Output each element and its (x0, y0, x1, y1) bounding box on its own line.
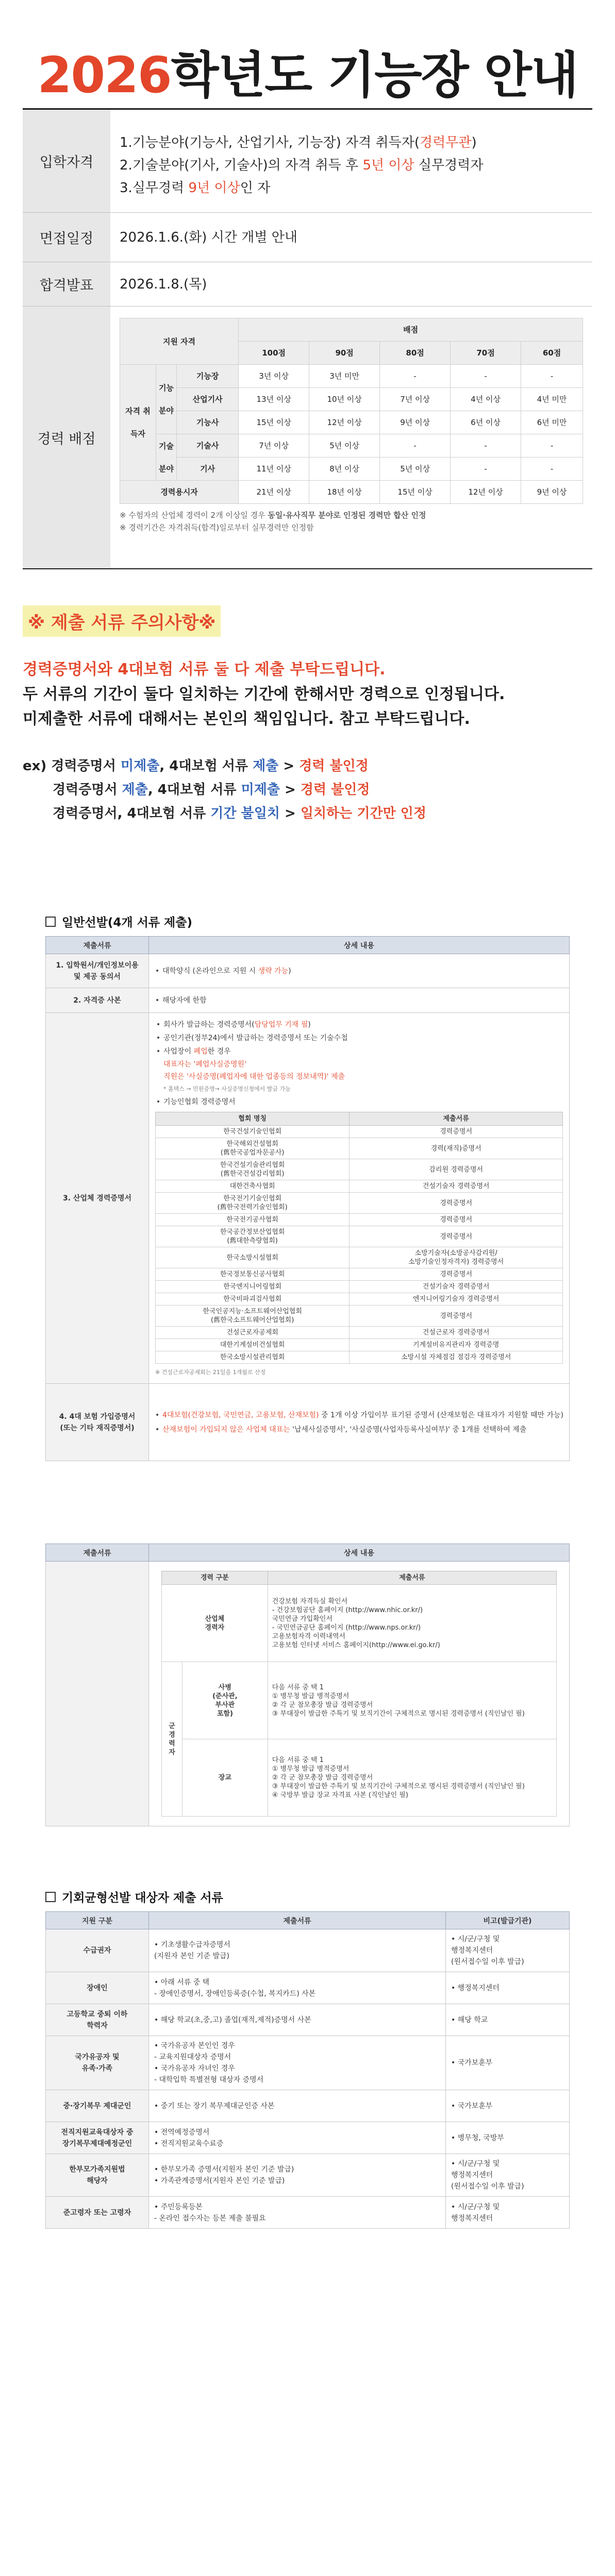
association-doc: 엔지니어링기술자 경력증명서 (350, 1293, 563, 1306)
association-row (156, 1281, 563, 1293)
career-row-name: 기사 (177, 457, 239, 481)
association-row (156, 1138, 563, 1159)
career-row-name: 기능사 (177, 411, 239, 434)
balanced-row (46, 1929, 570, 1972)
caution-body (23, 657, 592, 732)
association-name: 대한기계설비건설협회 (156, 1339, 350, 1351)
balanced-kind: 한부모가족지원법 해당자 (46, 2154, 149, 2197)
association-doc: 소방시설 자체점검 점검자 경력증명서 (350, 1351, 563, 1364)
career-cell: - (451, 434, 521, 457)
career-cell: 10년 이상 (309, 388, 380, 411)
association-name: 건설근로자공제회 (156, 1327, 350, 1339)
kind-head: 경력 구분 (162, 1571, 268, 1585)
association-row (156, 1214, 563, 1226)
qual-group-label: 자격 취득자 (120, 365, 156, 481)
association-doc: 건설기술자 경력증명서 (350, 1281, 563, 1293)
career-cell: 13년 이상 (239, 388, 309, 411)
submission-caution (23, 605, 592, 825)
association-name: 한국건설기술관리협회 (舊한국건설감리협회) (156, 1159, 350, 1180)
balanced-doc-table (45, 1911, 570, 2229)
association-row (156, 1193, 563, 1214)
admission-info-table (23, 108, 592, 569)
score-col: 100점 (239, 342, 309, 365)
general-doc-table (45, 936, 570, 1461)
association-name: 한국공간정보산업협회 (舊대한측량협회) (156, 1226, 350, 1247)
row-detail (149, 1562, 570, 1826)
industry-docs: 건강보험 자격득실 확인서 - 건강보험공단 홈페이지 (http://www.nhic.or.kr/) 국민연금 가입확인서 - 국민연금공단 홈페이지 (http://www.nps.or.kr/) 고용보험자격 이력내역서 고용보험 인터넷 서비스 홈페이지(http://www.ei.go.kr/) (268, 1585, 556, 1662)
career-row-name: 기능장 (177, 365, 239, 388)
career-cell: 7년 이상 (239, 434, 309, 457)
balanced-doc: • 국가유공자 본인인 경우 - 교육지원대상자 증명서 • 국가유공자 자녀인 경우 - 대학입학 특별전형 대상자 증명서 (149, 2036, 446, 2090)
col-head-doc: 제출서류 (46, 1544, 149, 1562)
career-cell: 21년 이상 (239, 481, 309, 504)
association-doc: 경력증명서 (350, 1226, 563, 1247)
association-doc: 건설기술자 경력증명서 (350, 1180, 563, 1193)
caution-title: ※ 제출 서류 주의사항※ (23, 605, 221, 637)
general-title: 일반선발(4개 서류 제출) (45, 913, 570, 930)
balanced-doc: • 전역예정증명서 • 전직지원교육수료증 (149, 2122, 446, 2154)
enlisted-docs: 다음 서류 중 택 1 ① 병무청 발급 병적증명서 ② 각 군 참모총장 발급 경력증명서 ③ 부대장이 발급한 주특기 및 보직기간이 구체적으로 명시된 경력증명서 (직인날인 필) (268, 1662, 556, 1739)
caution-line-1: 경력증명서와 4대보험 서류 둘 다 제출 부탁드립니다. (23, 660, 386, 679)
row-label-empty (46, 1562, 149, 1826)
general-row-4 (46, 1384, 570, 1461)
balanced-note: • 병무청, 국방부 (446, 2122, 570, 2154)
association-name: 한국전기기술인협회 (舊한국전력기술인협회) (156, 1193, 350, 1214)
association-row (156, 1126, 563, 1138)
association-name: 한국소방시설협회 (156, 1247, 350, 1268)
association-doc: 경력증명서 (350, 1126, 563, 1138)
col-head-doc: 제출서류 (149, 1912, 446, 1929)
interview-row (23, 213, 592, 262)
eligibility-item-2: 2.기술분야(기사, 기술사)의 자격 취득 후 5년 이상 실무경력자 (120, 158, 484, 173)
association-name: 한국비파괴검사협회 (156, 1293, 350, 1306)
career-cell: 7년 이상 (380, 388, 451, 411)
enlisted-label: 사병 (준사관, 부사관 포함) (182, 1662, 268, 1739)
career-cell: 6년 미만 (521, 411, 583, 434)
assoc-head-doc: 제출서류 (350, 1112, 563, 1126)
career-row-name: 경력용시자 (120, 481, 239, 504)
score-col: 90점 (309, 342, 380, 365)
balanced-kind: 고등학교 중퇴 이하 학력자 (46, 2004, 149, 2036)
announcement-value: 2026.1.8.(목) (120, 276, 207, 292)
eligibility-content (110, 110, 592, 212)
announcement-label: 합격발표 (23, 262, 110, 306)
career-cell: 8년 이상 (309, 457, 380, 481)
balanced-kind: 수급권자 (46, 1929, 149, 1972)
career-head-qual: 지원 자격 (120, 318, 239, 365)
checkbox-icon (45, 917, 56, 927)
announcement-row (23, 262, 592, 307)
balanced-row (46, 2122, 570, 2154)
career-row-1 (120, 388, 583, 411)
career-row-3 (120, 434, 583, 457)
association-name: 대한건축사협회 (156, 1180, 350, 1193)
association-name: 한국전기공사협회 (156, 1214, 350, 1226)
eligibility-label: 입학자격 (23, 110, 110, 212)
balanced-note: • 행정복지센터 (446, 1972, 570, 2004)
career-cell: - (380, 434, 451, 457)
officer-docs: 다음 서류 중 택 1 ① 병무청 발급 병적증명서 ② 각 군 참모총장 발급 경력증명서 ③ 부대장이 발급한 주특기 및 보직기간이 구체적으로 명시된 경력증명서 (직인날인 필) ④ 국방부 발급 장교 자격표 사본 (직인날인 필) (268, 1739, 556, 1817)
score-col: 70점 (451, 342, 521, 365)
career-note-2: ※ 경력기간은 자격취득(합격)일로부터 실무경력만 인정함 (120, 523, 314, 532)
association-doc: 경력증명서 (350, 1268, 563, 1281)
career-label: 경력 배점 (23, 307, 110, 568)
balanced-kind: 전직지원교육대상자 중 장기복무제대예정군인 (46, 2122, 149, 2154)
col-head-doc: 제출서류 (46, 937, 149, 954)
eligibility-row (23, 110, 592, 213)
balanced-kind: 중·장기복무 제대군인 (46, 2090, 149, 2122)
career-cell: 5년 이상 (309, 434, 380, 457)
career-cell: - (451, 457, 521, 481)
association-row (156, 1293, 563, 1306)
association-name: 한국해외건설협회 (舊한국공업자문공사) (156, 1138, 350, 1159)
balanced-row (46, 1972, 570, 2004)
balanced-row (46, 2090, 570, 2122)
score-col: 80점 (380, 342, 451, 365)
career-row-nonqual (120, 481, 583, 504)
association-name: 한국소방시설관리협회 (156, 1351, 350, 1364)
caution-examples (23, 754, 592, 825)
caution-line-2: 두 서류의 기간이 둘다 일치하는 기간에 한해서만 경력으로 인정됩니다. (23, 685, 505, 703)
general-row-1 (46, 954, 570, 988)
closure-note: * 홈택스 → 민원증명→ 사실증명신청에서 발급 가능 (163, 1086, 291, 1092)
col-head-kind: 지원 구분 (46, 1912, 149, 1929)
career-cell: 4년 이상 (451, 388, 521, 411)
association-row (156, 1351, 563, 1364)
row-detail: • 대학양식 (온라인으로 지원 시 생략 가능) (149, 954, 570, 988)
general-section (45, 913, 570, 1461)
career-cell: 15년 이상 (380, 481, 451, 504)
score-col: 60점 (521, 342, 583, 365)
balanced-title: 기회균형선발 대상자 제출 서류 (45, 1888, 570, 1905)
association-name: 한국인공지능·소프트웨어산업협회 (舊한국소프트웨어산업협회) (156, 1306, 350, 1327)
page-title (0, 0, 615, 108)
association-table (155, 1112, 563, 1364)
career-cell: - (521, 365, 583, 388)
career-note-1: ※ 수험자의 산업체 경력이 2개 이상일 경우 동일·유사직무 분야로 인정된 경력만 합산 인정 (120, 511, 426, 520)
career-head-score: 배점 (239, 318, 583, 342)
interview-label: 면접일정 (23, 213, 110, 262)
general-row-2 (46, 988, 570, 1013)
func-field-label: 기능 분야 (156, 365, 177, 434)
general-row-3 (46, 1013, 570, 1384)
balanced-doc: • 한부모가족 증명서(지원자 본인 기준 발급) • 가족관계증명서(지원자 본인 기준 발급) (149, 2154, 446, 2197)
col-head-detail: 상세 내용 (149, 937, 570, 954)
sub-head: 제출서류 (268, 1571, 556, 1585)
balanced-section (45, 1888, 570, 2229)
association-doc: 소방기술자(소방공사감리원/ 소방기술인정자격자) 경력증명서 (350, 1247, 563, 1268)
association-row (156, 1180, 563, 1193)
association-note: ※ 건설근로자공제회는 21일을 1개월로 산정 (155, 1369, 266, 1376)
balanced-kind: 장애인 (46, 1972, 149, 2004)
career-cell: 9년 이상 (521, 481, 583, 504)
officer-label: 장교 (182, 1739, 268, 1817)
row-detail: • 해당자에 한함 (149, 988, 570, 1013)
career-cell: 12년 이상 (309, 411, 380, 434)
example-1: ex) 경력증명서 미제출, 4대보험 서류 제출 > 경력 불인정 (23, 758, 369, 774)
balanced-doc: • 아래 서류 중 택 - 장애인증명서, 장애인등록증(수첩, 복지카드) 사본 (149, 1972, 446, 2004)
association-doc: 건설근로자 경력증명서 (350, 1327, 563, 1339)
balanced-note: • 시/군/구청 및 행정복지센터 (원서접수일 이후 발급) (446, 1929, 570, 1972)
association-row (156, 1339, 563, 1351)
association-row (156, 1226, 563, 1247)
association-row (156, 1268, 563, 1281)
interview-value: 2026.1.6.(화) 시간 개별 안내 (120, 229, 297, 245)
assoc-head-name: 협회 명칭 (156, 1112, 350, 1126)
career-row-0 (120, 365, 583, 388)
industry-label: 산업체 경력자 (162, 1585, 268, 1662)
career-cell: 6년 이상 (451, 411, 521, 434)
row-label: 2. 자격증 사본 (46, 988, 149, 1013)
balanced-note: • 국가보훈부 (446, 2036, 570, 2090)
example-2: 경력증명서 제출, 4대보험 서류 미제출 > 경력 불인정 (53, 782, 370, 798)
association-doc: 감리원 경력증명서 (350, 1159, 563, 1180)
career-kind-table (161, 1571, 557, 1817)
col-head-detail: 상세 내용 (149, 1544, 570, 1562)
caution-line-3: 미제출한 서류에 대해서는 본인의 책임입니다. 참고 부탁드립니다. (23, 710, 470, 728)
association-row (156, 1247, 563, 1268)
example-3: 경력증명서, 4대보험 서류 기간 불일치 > 일치하는 기간만 인정 (53, 806, 426, 821)
career-cell: 18년 이상 (309, 481, 380, 504)
association-row (156, 1306, 563, 1327)
association-name: 한국건설기술인협회 (156, 1126, 350, 1138)
association-doc: 경력증명서 (350, 1214, 563, 1226)
career-score-table (120, 318, 583, 504)
association-name: 한국정보통신공사협회 (156, 1268, 350, 1281)
career-row-2 (120, 411, 583, 434)
career-cell: - (521, 457, 583, 481)
balanced-row (46, 2004, 570, 2036)
association-doc: 경력증명서 (350, 1306, 563, 1327)
checkbox-icon (45, 1892, 56, 1902)
career-cell: 5년 이상 (380, 457, 451, 481)
balanced-note: • 국가보훈부 (446, 2090, 570, 2122)
career-cell: 4년 미만 (521, 388, 583, 411)
balanced-doc: • 중기 또는 장기 복무제대군인증 사본 (149, 2090, 446, 2122)
tech-field-label: 기술 분야 (156, 434, 177, 481)
career-row-4 (120, 457, 583, 481)
career-proof-table (45, 1544, 570, 1826)
title-text: 학년도 기능장 안내 (171, 46, 578, 104)
career-cell: - (451, 365, 521, 388)
career-cell: 3년 미만 (309, 365, 380, 388)
row-detail: • 4대보험(건강보험, 국민연금, 고용보험, 산재보험) 중 1개 이상 가입이부 표기된 증명서 (산재보험은 대표자가 지원할 때만 가능) • 산재보험이 가입되지 않은 사업체 대표는 '납세사실증명서', '사실증명(사업자등록사실여부)' 중 1개를 선택하여 제출 (149, 1384, 570, 1461)
eligibility-item-3: 3.실무경력 9년 이상인 자 (120, 180, 271, 196)
col-head-note: 비고(발급기관) (446, 1912, 570, 1929)
association-row (156, 1327, 563, 1339)
closure-staff: 직원은 '사실증명(폐업자에 대한 업종등의 정보내역)' 제출 (163, 1073, 345, 1081)
balanced-row (46, 2036, 570, 2090)
career-notes (120, 504, 583, 534)
association-doc: 기계설비유지관리자 경력증명 (350, 1339, 563, 1351)
balanced-note: • 해당 학교 (446, 2004, 570, 2036)
association-name: 한국엔지니어링협회 (156, 1281, 350, 1293)
association-doc: 경력(재직)증명서 (350, 1138, 563, 1159)
row-detail: • 회사가 발급하는 경력증명서(담당업무 기재 필) • 공인기관(정부24)에서 발급하는 경력증명서 또는 기술수첩 • 사업장이 폐업한 경우 대표자는 '폐업사실증명원' 직원은 '사실증명(폐업자에 대한 업종등의 정보내역)' 제출 * 홈택스 → 민원증명→ 사실증명신청에서 발급 가능 • 기능인협회 경력증명서 협회 명칭 제출서류 한국건설기술인협회 경력증명서 한국해외건설협회 (舊한국공업자문공사) 경력(재직)증명서 한국건설기술관리협회 (舊한국건설감리협회) 감리원 경력증명서 대한건축사협회 건설기술자 경력증명서 한국전기기술인협회 (舊한국전력기술인협회) 경력증명서 한국전기공사협회 경력증명서 한국공간정보산업협회 (舊대한측량협회) 경력증명서 한국소방시설협회 소방기술자(소방공사감리원/ 소방기술인정자격자) 경력증명서 한국정보통신공사협회 경력증명서 한국엔지니어링협회 건설기술자 경력증명서 한국비파괴검사협회 엔지니어링기술자 경력증명서 한국인공지능·소프트웨어산업협회 (舊한국소프트웨어산업협회) 경력증명서 건설근로자공제회 건설근로자 경력증명서 대한기계설비건설협회 기계설비유지관리자 경력증명 한국소방시설관리협회 소방시설 자체점검 점검자 경력증명서 ※ 건설근로자공제회는 21일을 1개월로 산정 (149, 1013, 570, 1384)
career-cell: 12년 이상 (451, 481, 521, 504)
balanced-note: • 시/군/구청 및 행정복지센터 (원서접수일 이후 발급) (446, 2154, 570, 2197)
row-label: 1. 입학원서/개인정보이용 및 제공 동의서 (46, 954, 149, 988)
balanced-doc: • 기초생활수급자증명서 (지원자 본인 기준 발급) (149, 1929, 446, 1972)
career-cell: 11년 이상 (239, 457, 309, 481)
row-label: 3. 산업체 경력증명서 (46, 1013, 149, 1384)
closure-ceo: 대표자는 '폐업사실증명원' (163, 1060, 246, 1069)
career-cell: 3년 이상 (239, 365, 309, 388)
career-proof-section (45, 1544, 570, 1826)
balanced-row (46, 2197, 570, 2229)
balanced-row (46, 2154, 570, 2197)
row-label: 4. 4대 보험 가입증명서 (또는 기타 재직증명서) (46, 1384, 149, 1461)
association-row (156, 1159, 563, 1180)
eligibility-item-1: 1.기능분야(기능사, 산업기사, 기능장) 자격 취득자(경력무관) (120, 135, 477, 150)
association-doc: 경력증명서 (350, 1193, 563, 1214)
balanced-doc: • 주민등록등본 - 온라인 접수자는 등본 제출 불필요 (149, 2197, 446, 2229)
military-label: 군경력자 (162, 1662, 182, 1817)
career-cell: 9년 이상 (380, 411, 451, 434)
career-cell: - (521, 434, 583, 457)
career-cell: 15년 이상 (239, 411, 309, 434)
career-row (23, 307, 592, 569)
balanced-kind: 국가유공자 및 유족·가족 (46, 2036, 149, 2090)
balanced-kind: 준고령자 또는 고령자 (46, 2197, 149, 2229)
balanced-note: • 시/군/구청 및 행정복지센터 (446, 2197, 570, 2229)
title-year: 2026 (37, 46, 171, 104)
career-row-name: 산업기사 (177, 388, 239, 411)
career-cell: - (380, 365, 451, 388)
career-row-name: 기술사 (177, 434, 239, 457)
balanced-doc: • 해당 학교(초,중,고) 졸업(재적,제적)증명서 사본 (149, 2004, 446, 2036)
career-content (110, 307, 592, 568)
